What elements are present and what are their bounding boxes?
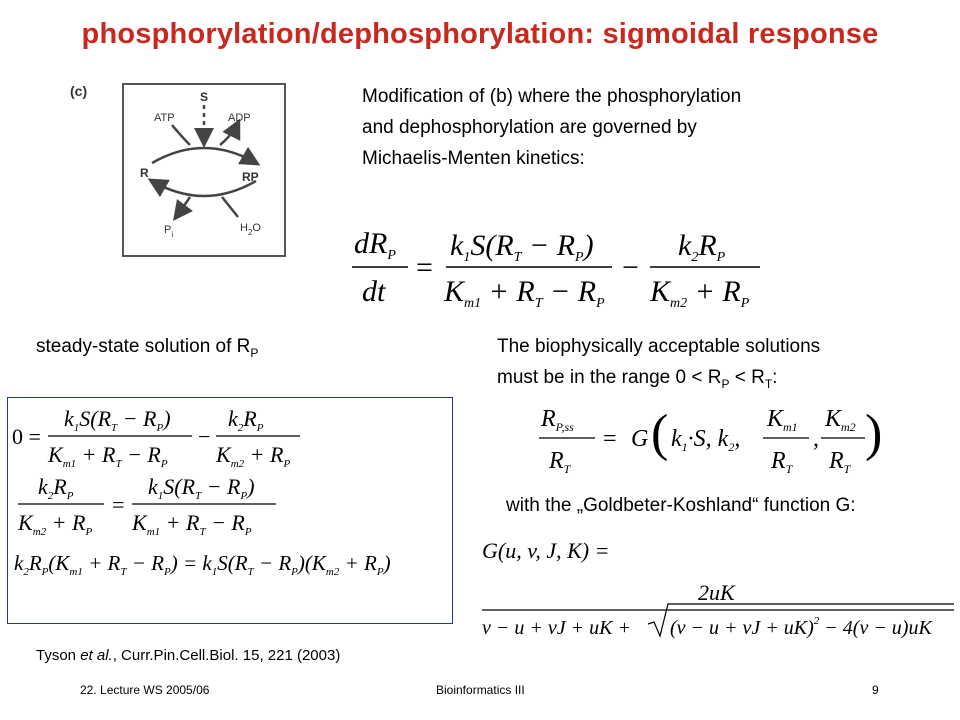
slide-title: phosphorylation/dephosphorylation: sigmoidal response — [81, 18, 879, 50]
svg-text:=: = — [603, 426, 617, 452]
footer-page-number: 9 — [872, 683, 879, 697]
svg-text:k2RP: $k_2R_P$ — [228, 406, 264, 434]
reaction-diagram-svg — [124, 85, 284, 255]
label-adp: ADP — [228, 112, 251, 124]
panel-label: (c) — [70, 83, 88, 99]
svg-text:G(u, v, J, K) =: G(u, v, J, K) = — [482, 538, 610, 563]
steady-state-equations — [8, 398, 452, 623]
svg-text:(v − u + vJ + uK)2 − 4(v − u)u: (v − u + vJ + uK)$^2$ − 4(v − u)uK — [670, 615, 932, 639]
svg-text:k1·S, k2,: $k_1\cdot S$, $k_2$, — [671, 426, 741, 454]
svg-text:k1S(RT − RP): $k_1S(R_T - R_P)$ — [148, 474, 255, 502]
svg-text:dt: dt — [362, 275, 386, 308]
atp-arrow — [172, 125, 190, 145]
svg-text:k1S(RT − RP): $k_1S(R_T - R_P)$ — [450, 229, 594, 265]
svg-text:−: − — [622, 251, 639, 284]
rate-equation — [350, 215, 770, 310]
svg-text:,: , — [813, 426, 819, 452]
svg-text:dRP: $dR_P$ — [354, 227, 396, 263]
svg-text:k2RP: $k_2R_P$ — [678, 229, 726, 265]
label-h2o: $H_2O$ — [240, 222, 261, 237]
acceptable-solutions-text: The biophysically acceptable solutions must be in the range $0 < R_P < R_T$: — [497, 336, 821, 391]
svg-text:Km1 + RT − RP: $K_{m1} + R_T - R_P$ — [48, 442, 168, 470]
svg-text:2uK: 2uK — [698, 580, 735, 605]
adp-arrow — [220, 123, 238, 145]
svg-text:0 =: 0 = — [12, 424, 41, 449]
gk-function-equation — [478, 530, 958, 642]
reaction-diagram — [122, 83, 286, 257]
svg-text:=: = — [416, 251, 433, 284]
label-r: R — [140, 166, 149, 180]
steady-state-label: steady-state solution of $R_P$ — [36, 336, 259, 360]
svg-text:k2RP: $k_2R_P$ — [38, 474, 74, 502]
label-atp: ATP — [154, 112, 175, 124]
description-line: Modification of (b) where the phosphorylation — [362, 86, 742, 107]
svg-text:Km1 + RT − RP: $K_{m1} + R_T - R_P$ — [132, 510, 252, 538]
svg-text:Km2 + RP: $K_{m2} + R_P$ — [18, 510, 93, 538]
svg-text:k1S(RT − RP): $k_1S(R_T - R_P)$ — [64, 406, 171, 434]
description — [362, 81, 741, 174]
label-s: S — [200, 90, 209, 104]
svg-text:v − u + vJ + uK +: v − u + vJ + uK + — [482, 617, 631, 639]
footer-lecture: 22. Lecture WS 2005/06 — [80, 683, 210, 697]
svg-text:k2RP(Km1 + RT − RP) = k1S(RT −: $k_2R_P(K_{m1} + R_T - R_P) = k_1S(R_T - R_P)(K_{m2} + R_P)$ — [14, 551, 391, 578]
svg-text:RT: $R_T$ — [829, 448, 851, 476]
label-rp: RP — [242, 170, 259, 184]
svg-text:Km1 + RT − RP: $K_{m1} + R_T - R_P$ — [444, 275, 605, 311]
pi-arrow — [176, 197, 190, 217]
svg-text:Km2 + RP: $K_{m2} + R_P$ — [650, 275, 750, 311]
gk-steady-state-equation — [535, 398, 883, 482]
svg-text:Km2: $K_{m2}$ — [825, 406, 856, 434]
steady-state-equations-box — [7, 397, 453, 624]
svg-text:(: ( — [651, 405, 669, 462]
svg-text:RP,ss: $R_{P,ss}$ — [541, 406, 574, 434]
footer-course: Bioinformatics III — [436, 683, 525, 697]
svg-text:Km2 + RP: $K_{m2} + R_P$ — [216, 442, 291, 470]
h2o-arrow — [222, 197, 238, 217]
gk-function-text: with the „Goldbeter-Koshland“ function G: — [506, 495, 856, 516]
citation: Tyson et al., Curr.Pin.Cell.Biol. 15, 221 (2003) — [36, 647, 341, 664]
label-pi: $P_i$ — [164, 224, 174, 239]
svg-text:RT: $R_T$ — [771, 448, 793, 476]
svg-text:): ) — [865, 405, 883, 462]
svg-text:RT: $R_T$ — [549, 448, 571, 476]
phosphorylation-arrow — [152, 148, 256, 163]
svg-text:=: = — [112, 492, 125, 517]
dephosphorylation-arrow — [152, 181, 256, 196]
svg-text:G: G — [631, 426, 649, 452]
description-line: Michaelis-Menten kinetics: — [362, 148, 585, 169]
svg-text:−: − — [198, 424, 211, 449]
description-line: and dephosphorylation are governed by — [362, 117, 697, 138]
svg-text:Km1: $K_{m1}$ — [767, 406, 798, 434]
